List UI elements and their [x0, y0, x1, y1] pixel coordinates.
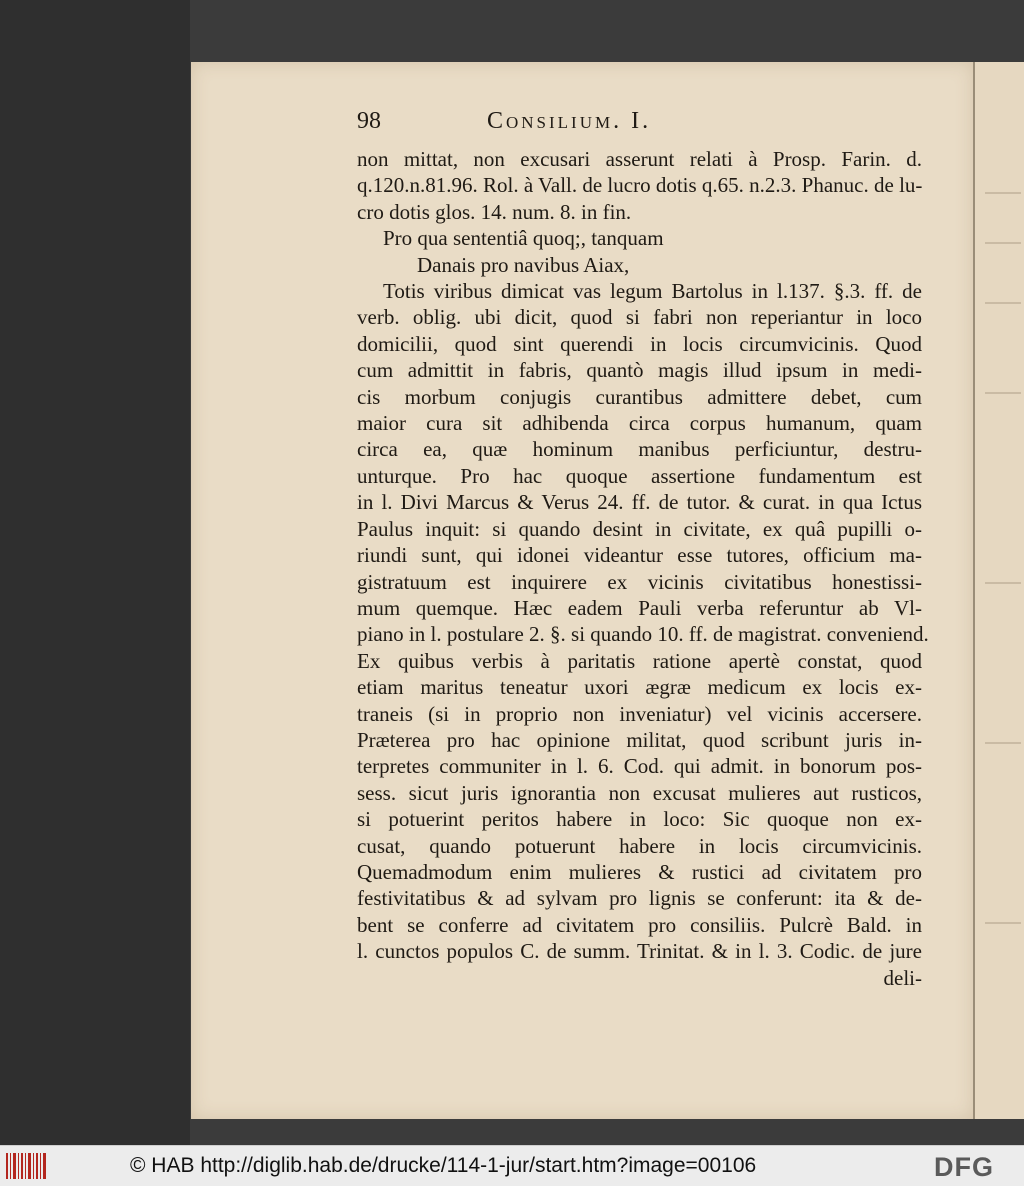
text-line: cusat, quando potuerunt habere in locis circumvicinis. [357, 833, 922, 858]
text-line: etiam maritus teneatur uxori ægræ medicum ex locis ex- [357, 675, 922, 700]
text-line: festivitatibus & ad sylvam pro lignis se conferunt: ita & de- [357, 886, 922, 911]
page-text [357, 108, 929, 991]
text-line: piano in l. postulare 2. §. si quando 10. ff. de magistrat. conveniend. [357, 622, 929, 647]
text-line: mum quemque. Hæc eadem Pauli verba referuntur ab Vl- [357, 595, 922, 620]
text-line: terpretes communiter in l. 6. Cod. qui admit. in bonorum pos- [357, 754, 922, 779]
text-line: q.120.n.81.96. Rol. à Vall. de lucro dotis q.65. n.2.3. Phanuc. de lu- [357, 173, 923, 198]
catchword: deli- [883, 965, 922, 990]
text-line: maior cura sit adhibenda circa corpus humanum, quam [357, 411, 922, 436]
facing-page-edge [973, 62, 1024, 1119]
text-line: verb. oblig. ubi dicit, quod si fabri non reperiantur in loco [357, 305, 922, 330]
text-line: circa ea, quæ hominum manibus perficiuntur, destru- [357, 437, 922, 462]
text-line: Danais pro navibus Aiax, [417, 252, 630, 277]
text-line: gistratuum est inquirere ex vicinis civitatibus honestissi- [357, 569, 922, 594]
footer-bar [0, 1145, 1024, 1186]
text-line: sess. sicut juris ignorantia non excusat mulieres aut rusticos, [357, 780, 922, 805]
barcode-icon [6, 1153, 48, 1179]
page-number: 98 [357, 108, 381, 134]
text-line: in l. Divi Marcus & Verus 24. ff. de tutor. & curat. in qua Ictus [357, 490, 922, 515]
page-header [357, 108, 922, 146]
text-line: traneis (si in proprio non inveniatur) vel vicinis accersere. [357, 701, 922, 726]
text-line: Pro qua sententiâ quoq;, tanquam [383, 226, 664, 251]
text-line: domicilii, quod sint querendi in locis circumvicinis. Quod [357, 331, 922, 356]
copyright-link[interactable]: © HAB http://diglib.hab.de/drucke/114-1-jur/start.htm?image=00106 [130, 1154, 757, 1177]
text-line: riundi sunt, qui idonei videantur esse tutores, officium ma- [357, 543, 922, 568]
text-line: Totis viribus dimicat vas legum Bartolus in l.137. §.3. ff. de [383, 279, 922, 304]
text-line: Præterea pro hac opinione militat, quod scribunt juris in- [357, 727, 922, 752]
text-line: cum admittit in fabris, quantò magis illud ipsum in medi- [357, 358, 922, 383]
text-line: Ex quibus verbis à paritatis ratione apertè constat, quod [357, 648, 922, 673]
text-line: unturque. Pro hac quoque assertione fundamentum est [357, 463, 922, 488]
text-line: si potuerint peritos habere in loco: Sic quoque non ex- [357, 807, 922, 832]
text-line: l. cunctos populos C. de summ. Trinitat. & in l. 3. Codic. de jure [357, 939, 922, 964]
dfg-logo: DFG [934, 1152, 994, 1182]
text-line: Quemadmodum enim mulieres & rustici ad civitatem pro [357, 859, 922, 884]
text-line: cro dotis glos. 14. num. 8. in fin. [357, 199, 632, 224]
text-line: cis morbum conjugis curantibus admittere debet, cum [357, 384, 922, 409]
text-line: Paulus inquit: si quando desint in civitate, ex quâ pupilli o- [357, 516, 922, 541]
running-head: Consilium. I. [487, 108, 652, 134]
text-line: non mittat, non excusari asserunt relati à Prosp. Farin. d. [357, 147, 922, 171]
dark-background [0, 0, 190, 1145]
text-line: bent se conferre ad civitatem pro consiliis. Pulcrè Bald. in [357, 912, 922, 937]
